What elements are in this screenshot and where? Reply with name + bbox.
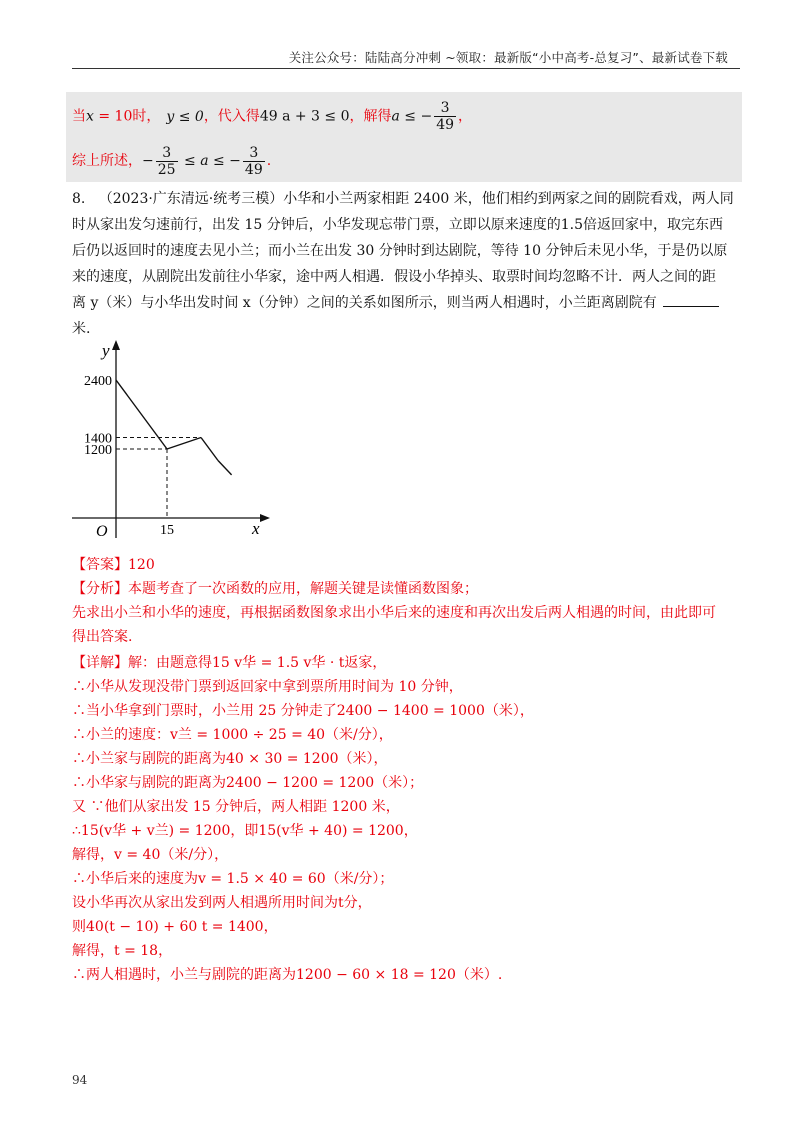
numerator: 3 (243, 145, 265, 162)
denominator: 25 (157, 161, 176, 178)
y-tick-label: 1200 (84, 443, 112, 458)
answer-value: 120 (128, 557, 155, 573)
answer-line (72, 553, 740, 577)
problem-text: 小华和小兰两家相距 2400 米，他们相约到两家之间的剧院看戏，两人同 (283, 191, 734, 207)
y-tick-label: 2400 (84, 374, 112, 389)
series-segment (201, 438, 218, 461)
analysis-label: 【分析】 (72, 581, 128, 597)
detail-line: 设小华再次从家出发到两人相遇所用时间为t分， (72, 895, 372, 911)
prev-solution-line-1 (72, 100, 742, 133)
detail-line: 则40(t − 10) + 60 t = 1400， (72, 919, 278, 935)
answer-blank (663, 292, 719, 307)
text: = 10时， (93, 108, 161, 125)
fraction (434, 100, 456, 133)
problem-line: 来的速度，从剧院出发前往小华家，途中两人相遇．假设小华掉头、取票时间均忽略不计．两人之间的距 (72, 269, 716, 285)
text: ，代入得 (203, 108, 260, 125)
answer-section (72, 553, 740, 987)
problem-source: （2023·广东清远·统考三模） (98, 191, 284, 207)
header-text: 关注公众号：陆陆高分冲刺 ~领取：最新版“小中高考-总复习”、最新试卷下载 (288, 50, 728, 65)
text: ，解得 (349, 108, 392, 125)
math: 49 a + 3 ≤ 0 (259, 108, 350, 125)
text: ， (458, 108, 473, 125)
problem-line: 米. (72, 321, 91, 337)
y-tick-label: 1400 (84, 431, 112, 447)
problem-line: 后仍以返回时的速度去见小兰；而小兰在出发 30 分钟时到达剧院，等待 10 分钟后未见小华，于是仍以原 (72, 243, 728, 259)
y-axis-label: y (102, 341, 110, 360)
numerator: 3 (156, 145, 178, 162)
detail-line: ∴小华从发现没带门票到返回家中拿到票所用时间为 10 分钟， (72, 679, 463, 695)
math: y ≤ 0 (166, 108, 204, 125)
problem-number: 8. (72, 191, 86, 207)
detail-label: 【详解】 (72, 655, 128, 671)
text: 综上所述， (72, 153, 142, 169)
series-segment (116, 380, 167, 449)
detail-line: ∴小兰的速度：v兰 = 1000 ÷ 25 = 40（米/分）， (72, 727, 393, 743)
y-axis-arrow (112, 340, 120, 350)
detail-text: 解：由题意得15 v华 = 1.5 v华 · t返家， (128, 655, 387, 671)
text: . (266, 153, 272, 169)
page-header (0, 44, 800, 72)
page-number: 94 (72, 1073, 88, 1087)
detail-line: ∴小兰家与剧院的距离为40 × 30 = 1200（米）， (72, 751, 388, 767)
fraction (243, 145, 265, 178)
denominator: 49 (436, 117, 455, 133)
analysis-text: 本题考查了一次函数的应用，解题关键是读懂函数图象； (128, 581, 478, 597)
detail-line: ∴小华家与剧院的距离为2400 − 1200 = 1200（米）； (72, 775, 424, 791)
detail-line: ∴两人相遇时，小兰与剧院的距离为1200 − 60 × 18 = 120（米）. (72, 967, 503, 983)
header-divider (72, 68, 740, 69)
x-axis-arrow (260, 514, 270, 522)
detail-line (72, 651, 740, 675)
var-x: x (86, 108, 94, 125)
denominator: 49 (244, 161, 263, 178)
problem-text: 离 y（米）与小华出发时间 x（分钟）之间的关系如图所示，则当两人相遇时，小兰距离剧院有 (72, 295, 657, 311)
series-segment (167, 438, 201, 450)
problem-statement (72, 186, 736, 342)
numerator: 3 (434, 100, 456, 117)
math: ≤ a ≤ − (179, 153, 241, 169)
answer-label: 【答案】 (72, 557, 128, 573)
math: a ≤ − (391, 108, 433, 125)
problem-line: 时从家出发匀速前行，出发 15 分钟后，小华发现忘带门票，立即以原来速度的1.5倍返回家中，取完东西 (72, 217, 723, 233)
origin-label: O (96, 523, 108, 540)
distance-time-graph (70, 338, 280, 546)
text: 当 (72, 108, 86, 125)
detail-line: 解得，t = 18， (72, 943, 173, 959)
series-segment (218, 461, 232, 475)
detail-line: 解得，v = 40（米/分）， (72, 847, 229, 863)
analysis-line (72, 577, 740, 601)
detail-line: 又 ∵他们从家出发 15 分钟后，两人相距 1200 米， (72, 799, 400, 815)
analysis-line: 得出答案. (72, 629, 133, 645)
x-tick-label: 15 (160, 523, 174, 538)
detail-line: ∴15(v华 + v兰) = 1200，即15(v华 + 40) = 1200， (72, 823, 418, 839)
fraction (156, 145, 178, 178)
problem-line (72, 186, 736, 212)
analysis-line: 先求出小兰和小华的速度，再根据函数图象求出小华后来的速度和再次出发后两人相遇的时间，由此即可 (72, 605, 716, 621)
math: − (142, 153, 154, 169)
detail-line: ∴小华后来的速度为v = 1.5 × 40 = 60（米/分）； (72, 871, 394, 887)
prev-solution-line-2 (72, 144, 742, 178)
detail-line: ∴当小华拿到门票时，小兰用 25 分钟走了2400 − 1400 = 1000（米）， (72, 703, 534, 719)
x-axis-label: x (252, 519, 260, 538)
problem-line (72, 290, 736, 316)
